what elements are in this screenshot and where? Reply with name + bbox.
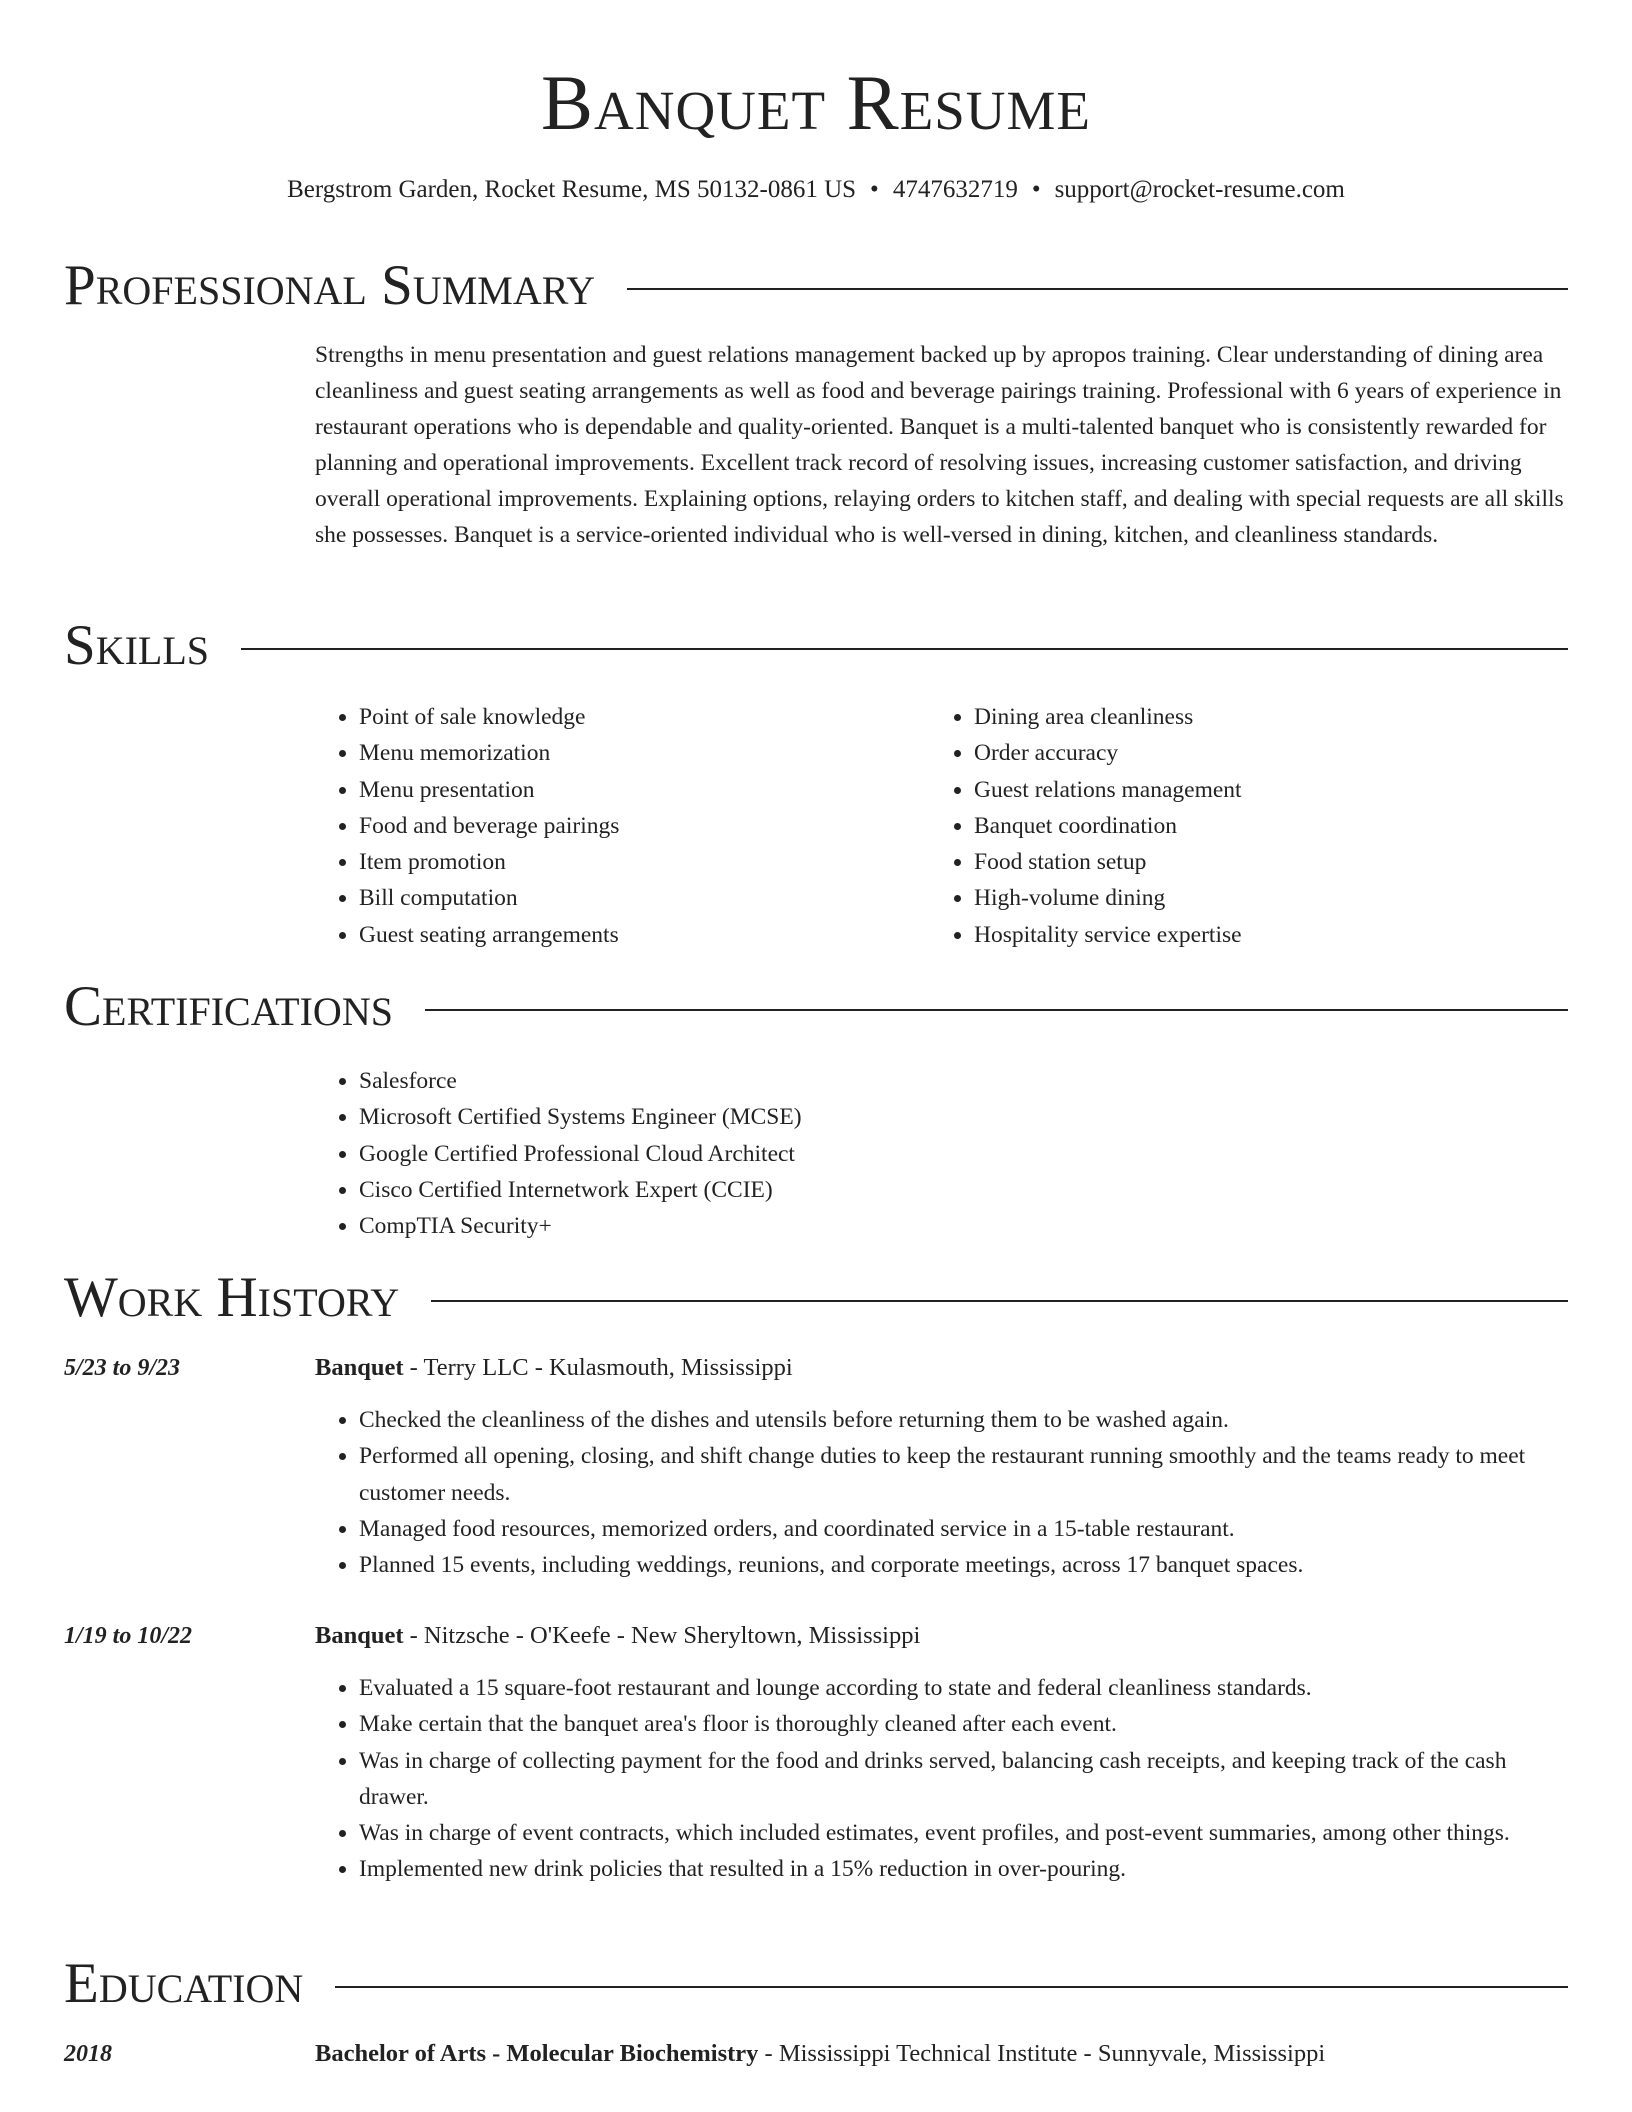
job-duty: • Implemented new drink policies that resulted in a 15% reduction in over-pouring. [359, 1851, 1568, 1887]
job-title-line [315, 1350, 793, 1386]
skill-item: • Food station setup [974, 844, 1530, 880]
summary-text: Strengths in menu presentation and guest relations management backed up by apropos training. Clear understanding of dining area cleanliness and guest seating arrangements as well as food and beverage pairings training. Professional with 6 years of experience in restaurant operations who is dependable and quality-oriented. Banquet is a multi-talented banquet who is consistently rewarded for planning and operational improvements. Excellent track record of resolving issues, increasing customer satisfaction, and driving overall operational improvements. Explaining options, relaying orders to kitchen staff, and dealing with special requests are all skills she possesses. Banquet is a service-oriented individual who is well-versed in dining, kitchen, and cleanliness standards. [315, 342, 1564, 548]
contact-phone: 4747632719 [892, 176, 1018, 203]
education-heading: Education [64, 1952, 304, 2015]
work-heading: Work History [64, 1266, 400, 1329]
education-section-header [64, 1952, 1568, 2016]
education-year: 2018 [64, 2041, 112, 2067]
job-title: Banquet [315, 1622, 404, 1649]
skill-item: • High-volume dining [974, 880, 1530, 916]
certifications-section-header [64, 975, 1568, 1039]
job-employer: - Terry LLC - Kulasmouth, Mississippi [403, 1354, 793, 1381]
job-duty: • Evaluated a 15 square-foot restaurant and lounge according to state and federal cleanliness standards. [359, 1670, 1568, 1706]
skills-list-left [315, 699, 915, 953]
education-school: - Mississippi Technical Institute - Sunnyvale, Mississippi [758, 2040, 1326, 2067]
job-duty: • Performed all opening, closing, and shift change duties to keep the restaurant running smoothly and the teams ready to meet customer needs. [359, 1438, 1568, 1511]
education-line [315, 2036, 1325, 2072]
skill-item: • Point of sale knowledge [359, 699, 915, 735]
summary-heading: Professional Summary [64, 254, 596, 317]
job-duty: • Was in charge of collecting payment for the food and drinks served, balancing cash receipts, and keeping track of the cash drawer. [359, 1743, 1568, 1816]
education-degree: Bachelor of Arts - Molecular Biochemistry [315, 2040, 759, 2067]
section-divider [241, 648, 1568, 650]
skills-heading: Skills [64, 614, 210, 677]
summary-section-header [64, 254, 1568, 318]
skills-section-header [64, 614, 1568, 678]
contact-separator: • [1031, 176, 1041, 203]
contact-email: support@rocket-resume.com [1054, 176, 1345, 203]
job-dates: 1/19 to 10/22 [64, 1623, 193, 1649]
certification-item: • CompTIA Security+ [359, 1208, 1515, 1244]
skill-item: • Bill computation [359, 880, 915, 916]
skill-item: • Menu memorization [359, 735, 915, 771]
job-title-line [315, 1618, 920, 1654]
skill-item: • Item promotion [359, 844, 915, 880]
contact-separator: • [870, 176, 879, 203]
job-duties-list [315, 1670, 1568, 1888]
skill-item: • Hospitality service expertise [974, 917, 1530, 953]
section-divider [627, 288, 1568, 290]
job-employer: - Nitzsche - O'Keefe - New Sheryltown, Mississippi [403, 1622, 921, 1649]
job-duty: • Checked the cleanliness of the dishes and utensils before returning them to be washed again. [359, 1402, 1568, 1438]
skill-item: • Guest relations management [974, 772, 1530, 808]
skill-item: • Order accuracy [974, 735, 1530, 771]
job-title: Banquet [315, 1354, 404, 1381]
skill-item: • Dining area cleanliness [974, 699, 1530, 735]
skill-item: • Banquet coordination [974, 808, 1530, 844]
section-divider [431, 1300, 1568, 1302]
certification-item: • Salesforce [359, 1063, 1515, 1099]
job-duty: • Managed food resources, memorized orders, and coordinated service in a 15-table restaurant. [359, 1511, 1568, 1547]
work-section-header [64, 1266, 1568, 1330]
certification-item: • Google Certified Professional Cloud Architect [359, 1136, 1515, 1172]
section-divider [425, 1009, 1568, 1011]
certification-item: • Microsoft Certified Systems Engineer (MCSE) [359, 1099, 1515, 1135]
certifications-list [315, 1063, 1515, 1244]
skill-item: • Menu presentation [359, 772, 915, 808]
section-divider [335, 1986, 1568, 1988]
job-dates: 5/23 to 9/23 [64, 1355, 181, 1381]
job-duty: • Was in charge of event contracts, which included estimates, event profiles, and post-event summaries, among other things. [359, 1815, 1568, 1851]
skill-item: • Guest seating arrangements [359, 917, 915, 953]
job-duties-list [315, 1402, 1568, 1583]
contact-address: Bergstrom Garden, Rocket Resume, MS 50132-0861 US [287, 176, 857, 203]
certification-item: • Cisco Certified Internetwork Expert (CCIE) [359, 1172, 1515, 1208]
contact-line [0, 174, 1632, 206]
skill-item: • Food and beverage pairings [359, 808, 915, 844]
job-duty: • Make certain that the banquet area's floor is thoroughly cleaned after each event. [359, 1706, 1568, 1742]
job-duty: • Planned 15 events, including weddings, reunions, and corporate meetings, across 17 banquet spaces. [359, 1547, 1568, 1583]
certifications-heading: Certifications [64, 975, 393, 1038]
skills-list-right [930, 699, 1530, 953]
resume-title: Banquet Resume [540, 59, 1092, 146]
